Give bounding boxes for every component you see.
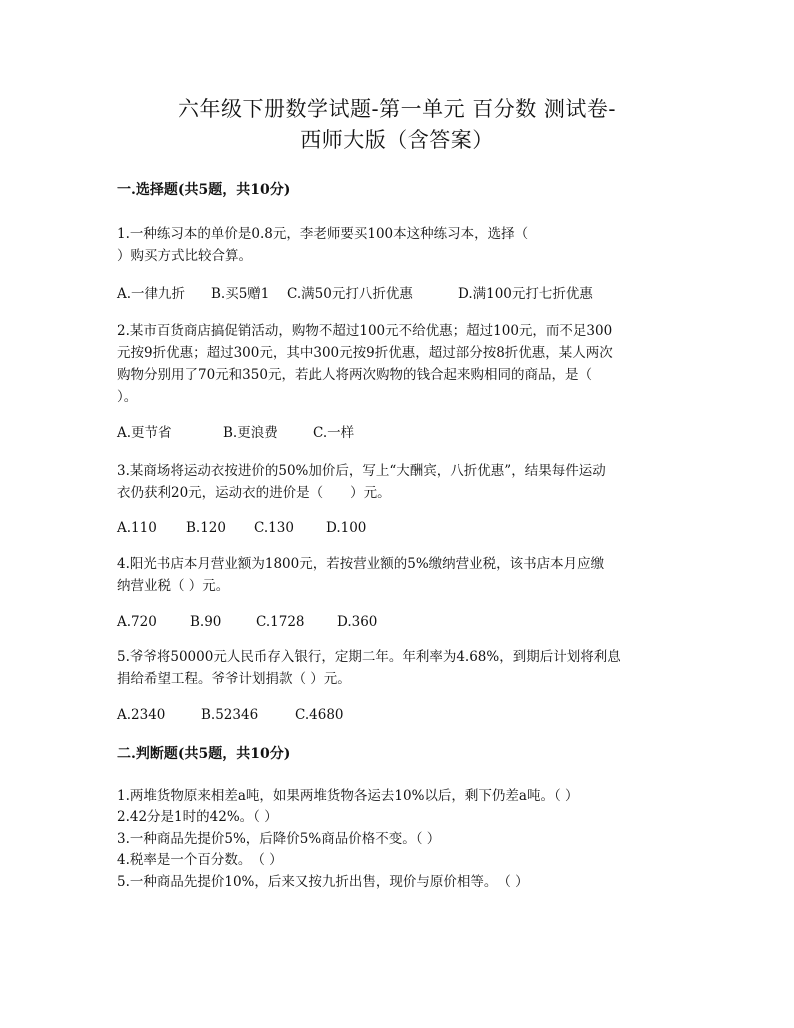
option-b: B.52346 bbox=[201, 707, 259, 723]
document-title-line2: 西师大版（含答案） bbox=[300, 128, 494, 152]
question-4-line-1: 4.阳光书店本月营业额为1800元，若按营业额的5%缴纳营业税，该书店本月应缴 bbox=[117, 556, 605, 572]
option-d: D.360 bbox=[337, 614, 378, 630]
question-1-options bbox=[117, 283, 593, 305]
option-c: C.130 bbox=[254, 520, 294, 536]
option-a: A.2340 bbox=[117, 707, 166, 723]
question-4-line-2: 纳营业税（ ）元。 bbox=[117, 578, 230, 594]
question-3-line-2: 衣仍获利20元，运动衣的进价是（ ）元。 bbox=[117, 485, 391, 501]
question-1-line-2: ）购买方式比较合算。 bbox=[117, 248, 252, 264]
option-d: D.满100元打七折优惠 bbox=[458, 286, 593, 302]
option-c: C.4680 bbox=[295, 707, 344, 723]
option-b: B.更浪费 bbox=[223, 425, 278, 441]
document-title-line1: 六年级下册数学试题-第一单元 百分数 测试卷- bbox=[177, 97, 617, 121]
judgement-item: 5.一种商品先提价10%，后来又按九折出售，现价与原价相等。 （ ） bbox=[117, 874, 529, 890]
option-a: A.720 bbox=[117, 614, 157, 630]
option-b: B.90 bbox=[190, 614, 222, 630]
option-a: A.110 bbox=[117, 520, 157, 536]
question-5-line-2: 捐给希望工程。爷爷计划捐款（ ）元。 bbox=[117, 671, 351, 687]
question-2-line-2: 元按9折优惠；超过300元，其中300元按9折优惠，超过部分按8折优惠，某人两次 bbox=[117, 345, 613, 361]
question-2-line-3: 购物分别用了70元和350元，若此人将两次购物的钱合起来购相同的商品，是（ bbox=[117, 367, 592, 383]
judgement-item: 4.税率是一个百分数。 （ ） bbox=[117, 852, 283, 868]
question-3-line-1: 3.某商场将运动衣按进价的50%加价后，写上“大酬宾，八折优惠”，结果每件运动 bbox=[117, 463, 606, 479]
question-2-line-4: ）。 bbox=[117, 389, 138, 405]
option-c: C.一样 bbox=[313, 425, 355, 441]
option-d: D.100 bbox=[326, 520, 367, 536]
option-c: C.1728 bbox=[256, 614, 305, 630]
question-2-options bbox=[117, 422, 354, 444]
option-c: C.满50元打八折优惠 bbox=[287, 286, 413, 302]
option-b: B.买5赠1 bbox=[211, 286, 270, 302]
question-2-line-1: 2.某市百货商店搞促销活动，购物不超过100元不给优惠；超过100元，而不足300 bbox=[117, 323, 613, 339]
judgement-item: 2.42分是1时的42%。（ ） bbox=[117, 809, 278, 825]
section-heading-judgement: 二.判断题(共5题，共10分) bbox=[117, 746, 291, 762]
judgement-item: 3.一种商品先提价5%，后降价5%商品价格不变。（ ） bbox=[117, 831, 441, 847]
option-a: A.一律九折 bbox=[117, 286, 186, 302]
question-5-line-1: 5.爷爷将50000元人民币存入银行，定期二年。年利率为4.68%，到期后计划将利息 bbox=[117, 649, 621, 665]
question-4-options bbox=[117, 611, 377, 633]
section-heading-choice: 一.选择题(共5题，共10分) bbox=[117, 182, 291, 198]
option-b: B.120 bbox=[186, 520, 226, 536]
question-5-options bbox=[117, 704, 344, 726]
question-3-options bbox=[117, 517, 366, 539]
option-a: A.更节省 bbox=[117, 425, 172, 441]
judgement-item: 1.两堆货物原来相差a吨，如果两堆货物各运去10%以后，剩下仍差a吨。（ ） bbox=[117, 788, 579, 804]
question-1-line-1: 1.一种练习本的单价是0.8元，李老师要买100本这种练习本，选择（ bbox=[117, 226, 529, 242]
